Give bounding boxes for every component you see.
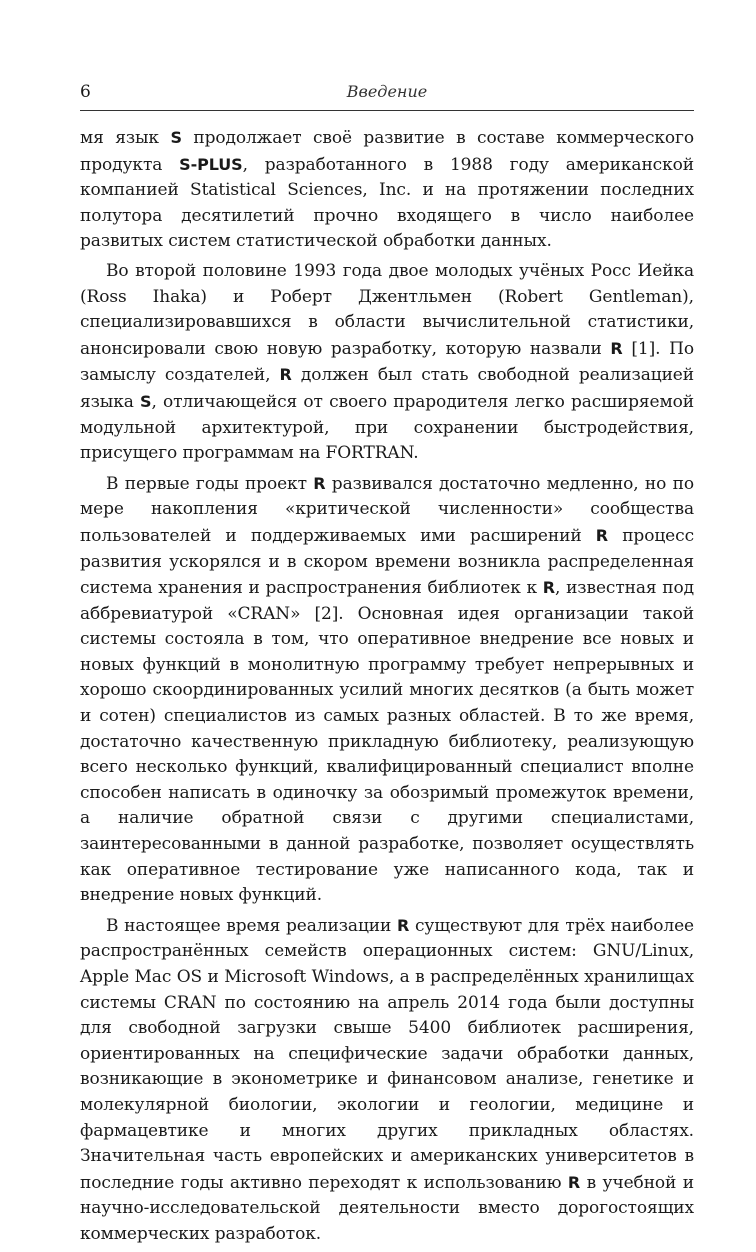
- text-segment: мя язык: [80, 128, 171, 148]
- software-name: R: [397, 915, 410, 935]
- software-name: S: [170, 128, 182, 147]
- body-text: [80, 125, 694, 1248]
- paragraph: [80, 913, 694, 1248]
- software-name: R: [313, 473, 326, 493]
- book-page: [80, 82, 694, 1252]
- text-segment: , разработанного в 1988 году американской компанией Statistical Sciences, Inc. и на протяжении последних полутора десятилетий прочно входящего в число наиболее развитых систем статистической обработки данных.: [80, 154, 694, 252]
- software-name: R: [279, 365, 292, 385]
- software-name: R: [610, 338, 623, 358]
- software-name: R: [567, 1172, 581, 1192]
- text-segment: продолжает своё развитие в составе коммерческого продукта: [80, 128, 695, 175]
- text-segment: , известная под аббревиатурой «CRAN» [2]. Основная идея организации такой системы состояла в том, что оперативное внедрение все новых и новых функций в монолитную программу требует непрерывных и хорошо скоординированных усилий многих десятков (а быть может и сотен) специалистов из самых разных областей. В то же время, достаточно качественную прикладную библиотеку, реализующую всего несколько функций, квалифицированный специалист вполне способен написать в одиночку за обозримый промежуток времени, а наличие обратной связи с другими специалистами, заинтересованными в данной разработке, позволяет осуществлять как оперативное тестирование уже написанного кода, так и внедрение новых функций.: [80, 578, 694, 906]
- running-title: Введение: [346, 82, 428, 101]
- text-segment: должен был стать свободной реализацией языка: [80, 365, 694, 412]
- software-name: S: [140, 391, 152, 411]
- text-segment: , отличающейся от своего прародителя легко расширяемой модульной архитектурой, при сохранении быстродействия, присущего программам на FORTRAN.: [80, 391, 694, 464]
- text-segment: Во второй половине 1993 года двое молодых учёных Росс Иейка (Ross Ihaka) и Роберт Джентльмен (Robert Gentleman), специализировавшихся в области вычислительной статистики, анонсировали свою новую разработку, которую назвали: [80, 260, 694, 359]
- text-segment: процесс развития ускорялся и в скором времени возникла распределенная система хранения и распространения библиотек к: [80, 525, 694, 599]
- paragraph-continuation: [80, 125, 694, 255]
- paragraph: [80, 471, 694, 909]
- page-header: [80, 82, 694, 111]
- text-segment: В настоящее время реализации: [106, 915, 397, 936]
- text-segment: В первые годы проект: [106, 473, 314, 494]
- page-number: 6: [80, 82, 91, 102]
- software-name: S-PLUS: [179, 154, 243, 174]
- text-segment: развивался достаточно медленно, но по мере накопления «критической численности» сообщества пользователей и поддерживаемых ими расширений: [80, 473, 694, 546]
- text-segment: существуют для трёх наиболее распространённых семейств операционных систем: GNU/Linux, Apple Mac OS и Microsoft Windows, а в распределённых хранилищах системы CRAN по состоянию на апрель 2014 года были доступны для свободной загрузки свыше 5400 библиотек расширения, ориентированных на специфические задачи обработки данных, возникающие в эконометрике и финансовом анализе, генетике и молекулярной биологии, экологии и геологии, медицине и фармацевтике и многих других прикладных областях. Значительная часть европейских и американских университетов в последние годы активно переходят к использованию: [80, 915, 694, 1193]
- software-name: R: [595, 525, 608, 545]
- software-name: R: [542, 578, 556, 598]
- text-segment: в учебной и научно-исследовательской деятельности вместо дорогостоящих коммерческих разработок.: [80, 1172, 694, 1244]
- paragraph: [80, 259, 694, 467]
- text-segment: [1]. По замыслу создателей,: [80, 338, 694, 386]
